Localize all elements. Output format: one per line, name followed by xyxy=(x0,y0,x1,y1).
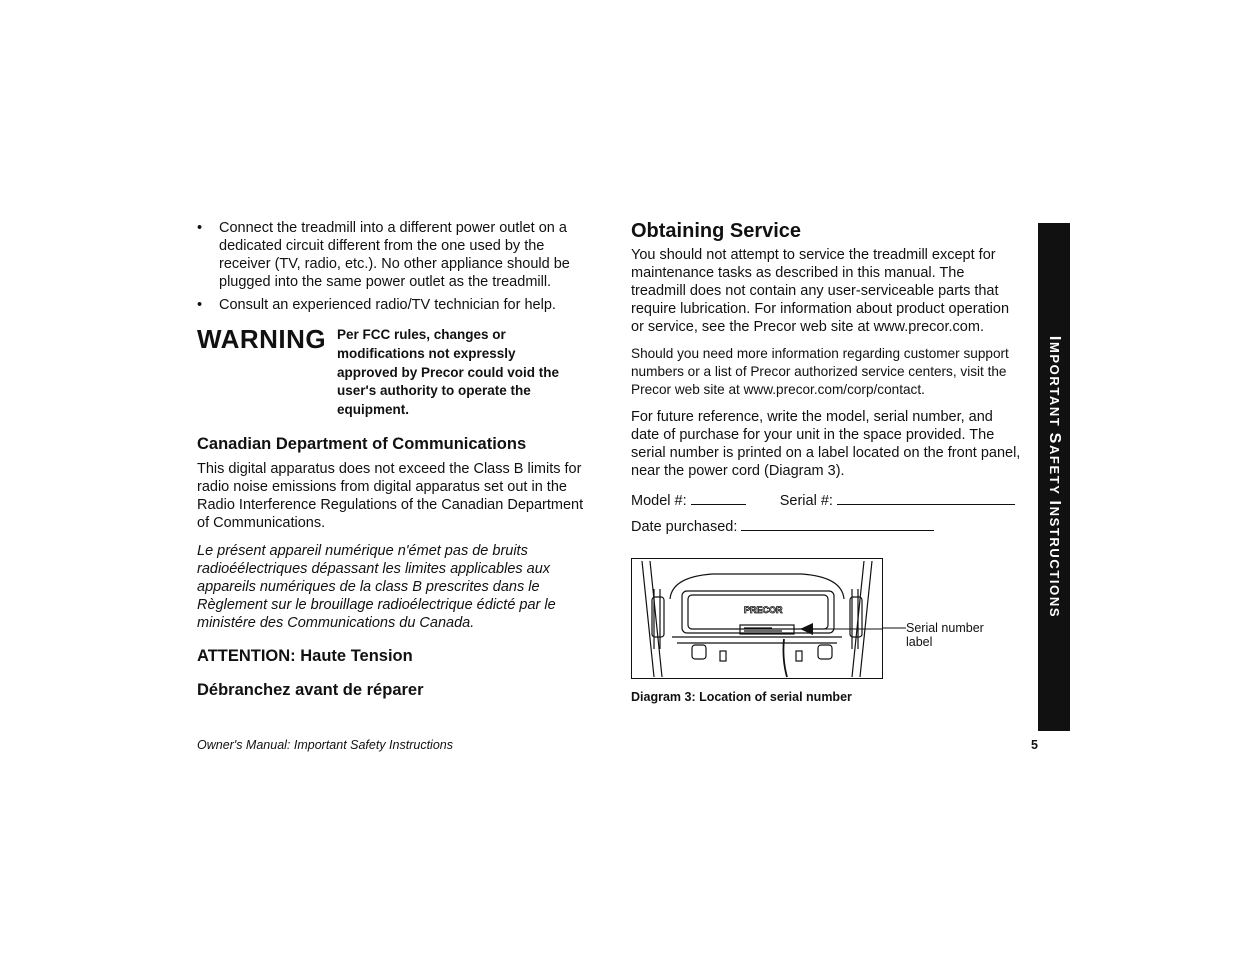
bullet-symbol: • xyxy=(197,297,203,313)
warning-title: WARNING xyxy=(197,324,327,354)
serial-blank xyxy=(837,491,1015,505)
canadian-paragraph: This digital apparatus does not exceed the Class B limits for radio noise emissions from digital apparatus set out in the Radio Interference Regulations of the Canadian Department of Communications. xyxy=(197,460,584,531)
date-blank xyxy=(741,517,934,531)
service-paragraph-1: You should not attempt to service the treadmill except for maintenance tasks as described in this manual. The treadmill does not contain any user-serviceable parts that require lubrication. For information about product operation or service, see the Precor web site at www.precor.com. xyxy=(631,247,1010,335)
model-serial-line xyxy=(631,491,1023,510)
footer-title: Owner's Manual: Important Safety Instructions xyxy=(197,738,453,752)
warning-text: Per FCC rules, changes or modifications not expressly approved by Precor could void the user's authority to operate the equipment. xyxy=(337,327,560,418)
bullet-text: Consult an experienced radio/TV technician for help. xyxy=(219,297,556,313)
brand-logo: PRECOR xyxy=(744,605,783,615)
date-label: Date purchased: xyxy=(631,519,738,535)
callout-leader-line xyxy=(882,627,906,631)
treadmill-diagram xyxy=(631,558,883,679)
warning-block xyxy=(197,326,589,420)
serial-label: Serial #: xyxy=(779,493,833,509)
bullet-symbol: • xyxy=(197,220,203,236)
page-number: 5 xyxy=(1031,738,1038,752)
left-column xyxy=(197,219,589,700)
model-blank xyxy=(691,491,746,505)
bullet-item xyxy=(197,219,589,291)
date-line xyxy=(631,517,1023,536)
bullet-item xyxy=(197,296,589,314)
bullet-text: Connect the treadmill into a different power outlet on a dedicated circuit different from the one used by the receiver (TV, radio, etc.). No other appliance should be plugged into the same power outlet as the treadmill. xyxy=(219,220,570,290)
right-column xyxy=(631,219,1023,536)
treadmill-illustration xyxy=(632,559,882,678)
diagram-caption: Diagram 3: Location of serial number xyxy=(631,690,852,704)
service-paragraph-3: For future reference, write the model, serial number, and date of purchase for your unit in the space provided. The serial number is printed on a label located on the front panel, near the power cord (Diagram 3). xyxy=(631,409,1021,479)
sidebar-title: IMPORTANT SAFETY INSTRUCTIONS xyxy=(1046,335,1063,619)
canadian-heading: Canadian Department of Communications xyxy=(197,434,527,453)
debranchez-heading: Débranchez avant de réparer xyxy=(197,680,424,699)
attention-heading: ATTENTION: Haute Tension xyxy=(197,646,413,665)
french-paragraph: Le présent appareil numérique n'émet pas de bruits radioéélectriques dépassant les limites applicables aux appareils numériques de la class B prescrites dans le Règlement sur le brouillage radioélectrique édicté par le ministére des Communications du Canada. xyxy=(197,542,556,631)
service-paragraph-2: Should you need more information regarding customer support numbers or a list of Precor authorized service centers, visit the Precor web site at www.precor.com/corp/contact. xyxy=(631,346,1009,397)
obtaining-service-heading: Obtaining Service xyxy=(631,220,802,242)
model-label: Model #: xyxy=(631,493,687,509)
serial-label-callout: Serial number label xyxy=(906,621,984,649)
section-sidebar-tab xyxy=(1038,223,1070,731)
